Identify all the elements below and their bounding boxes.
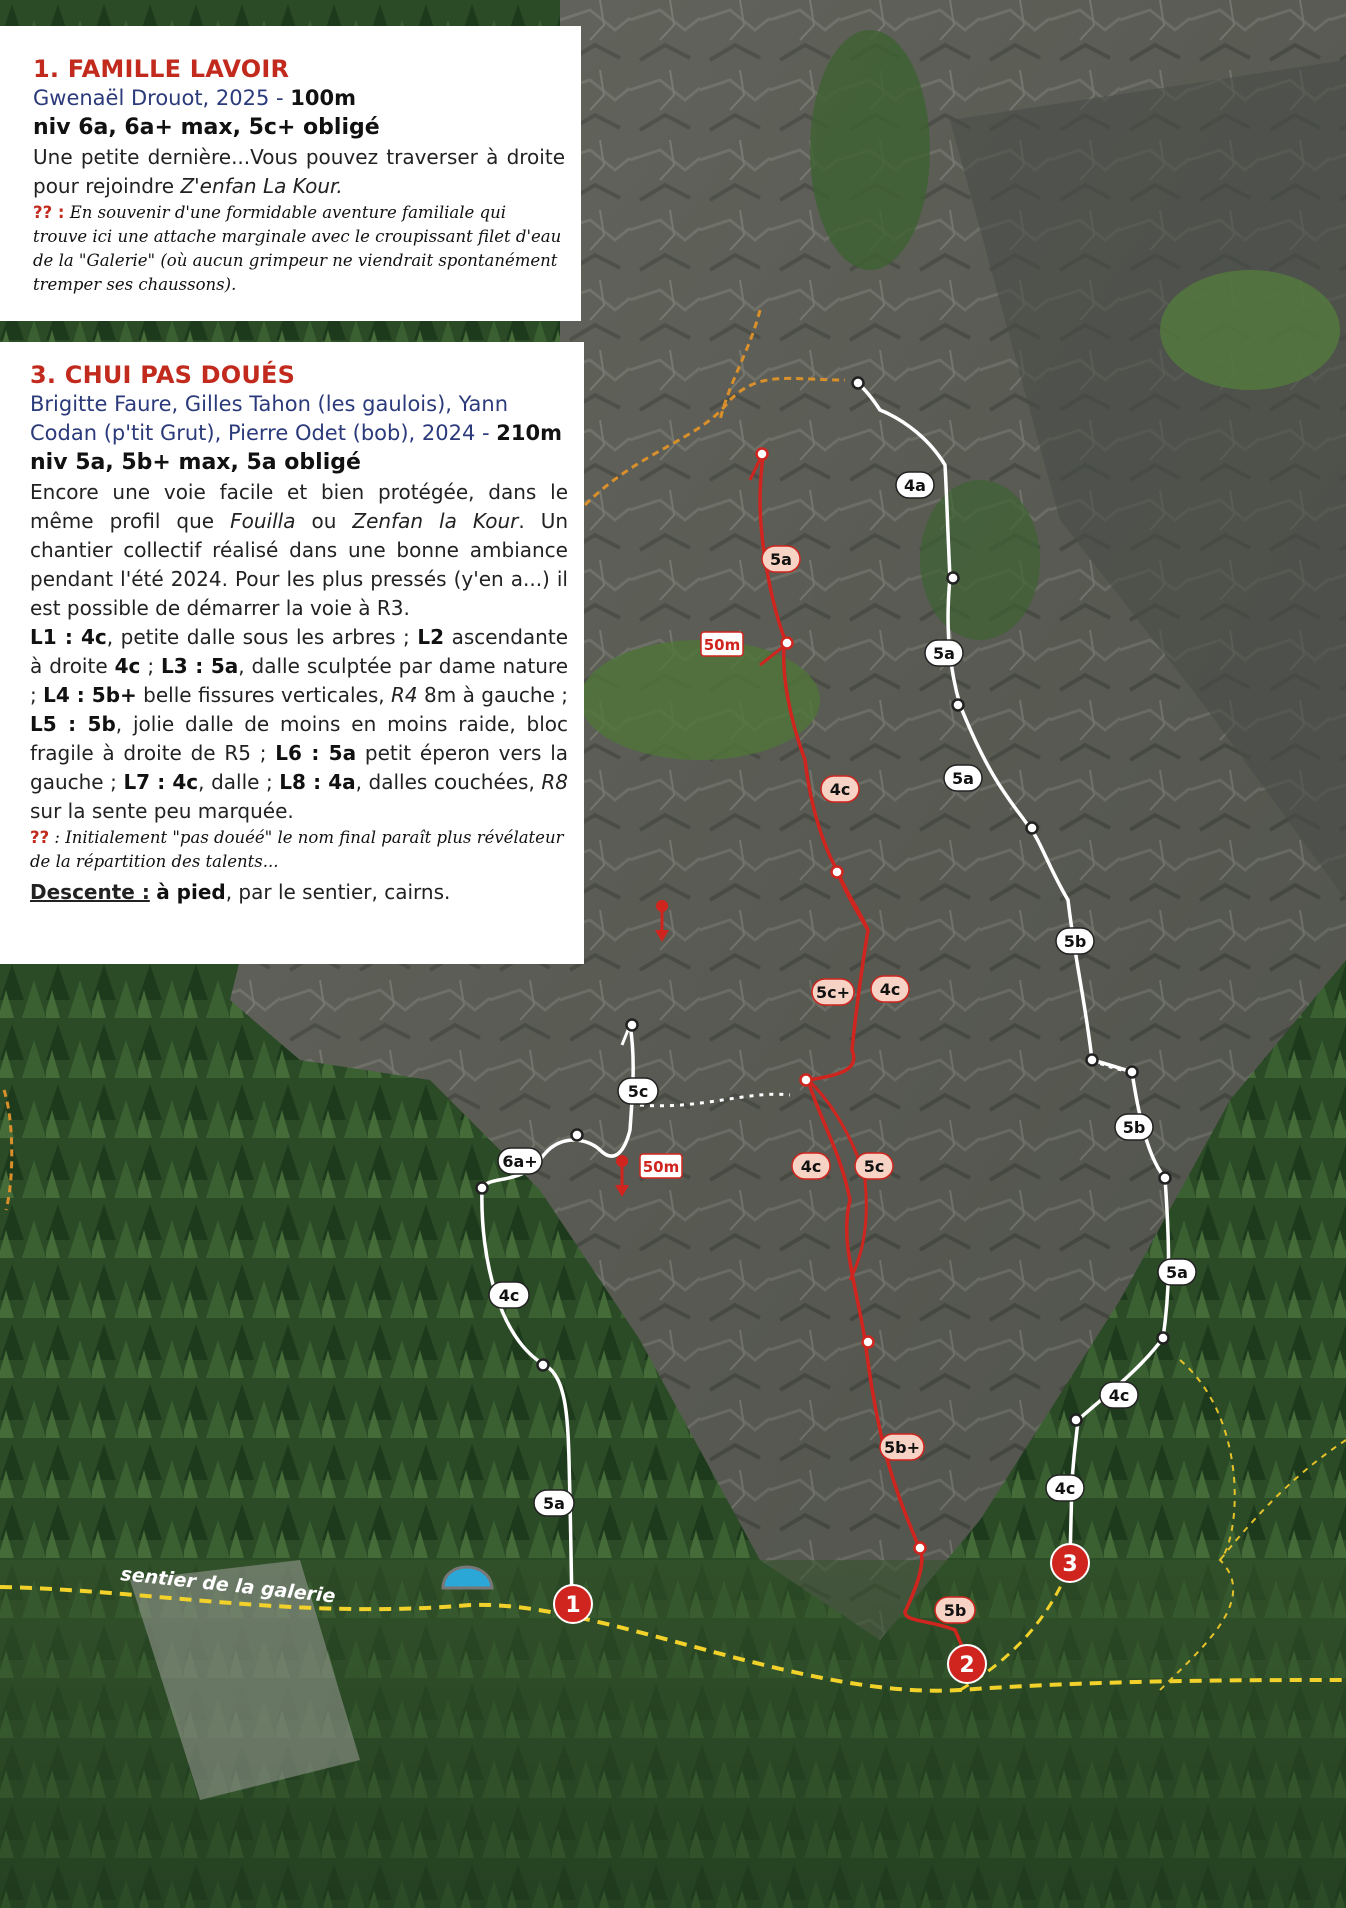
route3-description	[30, 478, 568, 623]
grade-label	[944, 765, 982, 791]
descent-text: , par le sentier, cairns.	[225, 880, 451, 904]
grade-label	[1158, 1259, 1196, 1285]
grade-label	[880, 1434, 924, 1460]
svg-text:5c+: 5c+	[815, 983, 851, 1002]
pitch-label: L1 : 4c	[30, 625, 107, 649]
pitch-text: ascendante à droite	[30, 625, 568, 678]
pitch-text: , petite dalle sous les arbres ;	[106, 625, 418, 649]
svg-text:5a: 5a	[543, 1494, 565, 1513]
rappel-length-label	[640, 1154, 682, 1178]
pitch-text: , dalles couchées,	[355, 770, 542, 794]
pitch-label: L8 : 4a	[279, 770, 356, 794]
route3-author-names: Brigitte Faure, Gilles Tahon (les gaulois), Yann Codan (p'tit Grut), Pierre Odet (bob), 2024 -	[30, 392, 509, 445]
svg-text:6a+: 6a+	[502, 1152, 538, 1171]
route1-card	[0, 26, 581, 321]
pitch-text: , dalle sculptée par dame nature ;	[30, 654, 568, 707]
route1-note	[33, 201, 565, 297]
route3-card	[0, 342, 584, 964]
pitch-label: L4 : 5b+	[43, 683, 137, 707]
svg-text:5a: 5a	[770, 550, 792, 569]
grade-label	[792, 1153, 830, 1179]
route1-authors	[33, 84, 565, 113]
pitch-text: , dalle ;	[198, 770, 280, 794]
route-number-marker	[1051, 1544, 1089, 1582]
grade-label	[534, 1490, 574, 1516]
pitch-text: sur la sente peu marquée.	[30, 799, 294, 823]
pitch-text: ;	[140, 654, 162, 678]
pitch-label: L5 : 5b	[30, 712, 116, 736]
pitch-text: 8m à gauche ;	[417, 683, 569, 707]
pitch-label: R4	[391, 683, 418, 707]
route3-authors	[30, 390, 568, 448]
grade-label	[1100, 1382, 1138, 1408]
route3-grades: niv 5a, 5b+ max, 5a obligé	[30, 450, 361, 475]
trail-label: sentier de la galerie	[119, 1563, 337, 1608]
route1-note-text: En souvenir d'une formidable aventure familiale qui trouve ici une attache marginale avec le croupissant filet d'eau de la "Galerie" (où aucun grimpeur ne viendrait spontanément tremper ses chaussons).	[33, 203, 562, 294]
route3-note-text: : Initialement "pas douéé" le nom final paraît plus révélateur de la répartition des talents...	[30, 828, 564, 871]
svg-text:5a: 5a	[952, 769, 974, 788]
svg-text:4c: 4c	[498, 1286, 520, 1305]
route1-note-marker: ?? :	[33, 203, 65, 222]
svg-text:5b: 5b	[943, 1601, 967, 1620]
svg-text:4c: 4c	[829, 780, 851, 799]
descent-mode: à pied	[156, 880, 226, 904]
route1-grades: niv 6a, 6a+ max, 5c+ obligé	[33, 115, 380, 140]
route1-description	[33, 143, 565, 201]
route-number-marker	[948, 1645, 986, 1683]
svg-text:3: 3	[1062, 1552, 1078, 1577]
svg-text:50m: 50m	[703, 636, 741, 654]
svg-text:4c: 4c	[1054, 1479, 1076, 1498]
svg-text:4c: 4c	[879, 980, 901, 999]
svg-text:5b+: 5b+	[884, 1438, 920, 1457]
route3-pitch-list	[30, 623, 568, 826]
pitch-label: L7 : 4c	[123, 770, 199, 794]
grade-label	[489, 1282, 529, 1308]
route3-descent	[30, 878, 568, 907]
route3-desc-ou: ou	[311, 509, 337, 533]
route3-note-marker: ??	[30, 828, 50, 847]
route3-desc-text-2: . Un chantier collectif réalisé dans une bonne ambiance pendant l'été 2024. Pour les plus pressés (y'en a...) il est possible de démarrer la voie à R3.	[30, 509, 569, 620]
route3-length: 210m	[496, 421, 562, 445]
svg-text:2: 2	[959, 1653, 975, 1678]
svg-text:4c: 4c	[1108, 1386, 1130, 1405]
route-number-marker	[554, 1585, 592, 1623]
route1-desc-link: Z'enfan La Kour.	[180, 174, 343, 198]
grade-label	[812, 979, 854, 1005]
pitch-label: L6 : 5a	[275, 741, 357, 765]
svg-text:5a: 5a	[1166, 1263, 1188, 1282]
grade-label	[1046, 1475, 1084, 1501]
route3-desc-fouilla: Fouilla	[230, 509, 296, 533]
svg-text:5b: 5b	[1122, 1118, 1146, 1137]
grade-label	[925, 640, 963, 666]
pitch-text: petit éperon vers la gauche ;	[30, 741, 569, 794]
rappel-length-label	[701, 632, 743, 656]
pitch-text: belle fissures verticales,	[136, 683, 392, 707]
route1-length: 100m	[290, 86, 357, 110]
grade-label	[618, 1078, 658, 1104]
grade-label	[1115, 1114, 1153, 1140]
route1-title: 1. FAMILLE LAVOIR	[33, 55, 290, 83]
pitch-label: L3 : 5a	[161, 654, 239, 678]
grade-label	[896, 472, 934, 498]
route3-desc-zenfan: Zenfan la Kour	[352, 509, 519, 533]
svg-text:5b: 5b	[1063, 932, 1087, 951]
pitch-label: L2	[417, 625, 445, 649]
grade-label	[1056, 928, 1094, 954]
svg-text:4c: 4c	[800, 1157, 822, 1176]
svg-text:5c: 5c	[627, 1082, 649, 1101]
grade-label	[821, 776, 859, 802]
grade-label	[762, 546, 800, 572]
svg-text:1: 1	[565, 1593, 581, 1618]
grade-label	[855, 1153, 893, 1179]
pitch-label: 4c	[114, 654, 141, 678]
route3-note	[30, 826, 568, 874]
pitch-text: , jolie dalle de moins en moins raide, bloc fragile à droite de R5 ;	[30, 712, 568, 765]
svg-text:4a: 4a	[904, 476, 926, 495]
pitch-label: R8	[541, 770, 569, 794]
route3-title: 3. CHUI PAS DOUÉS	[30, 361, 296, 389]
grade-label	[935, 1597, 975, 1623]
route1-author-names: Gwenaël Drouot, 2025 -	[33, 86, 284, 110]
svg-text:50m: 50m	[642, 1158, 680, 1176]
route1-desc-text: Une petite dernière...Vous pouvez traverser à droite pour rejoindre	[33, 145, 565, 198]
route3-desc-text: Encore une voie facile et bien protégée, dans le même profil que	[30, 480, 568, 533]
svg-text:5c: 5c	[863, 1157, 885, 1176]
descent-label: Descente :	[30, 880, 150, 904]
svg-text:5a: 5a	[933, 644, 955, 663]
grade-label	[871, 976, 909, 1002]
grade-label	[498, 1148, 542, 1174]
